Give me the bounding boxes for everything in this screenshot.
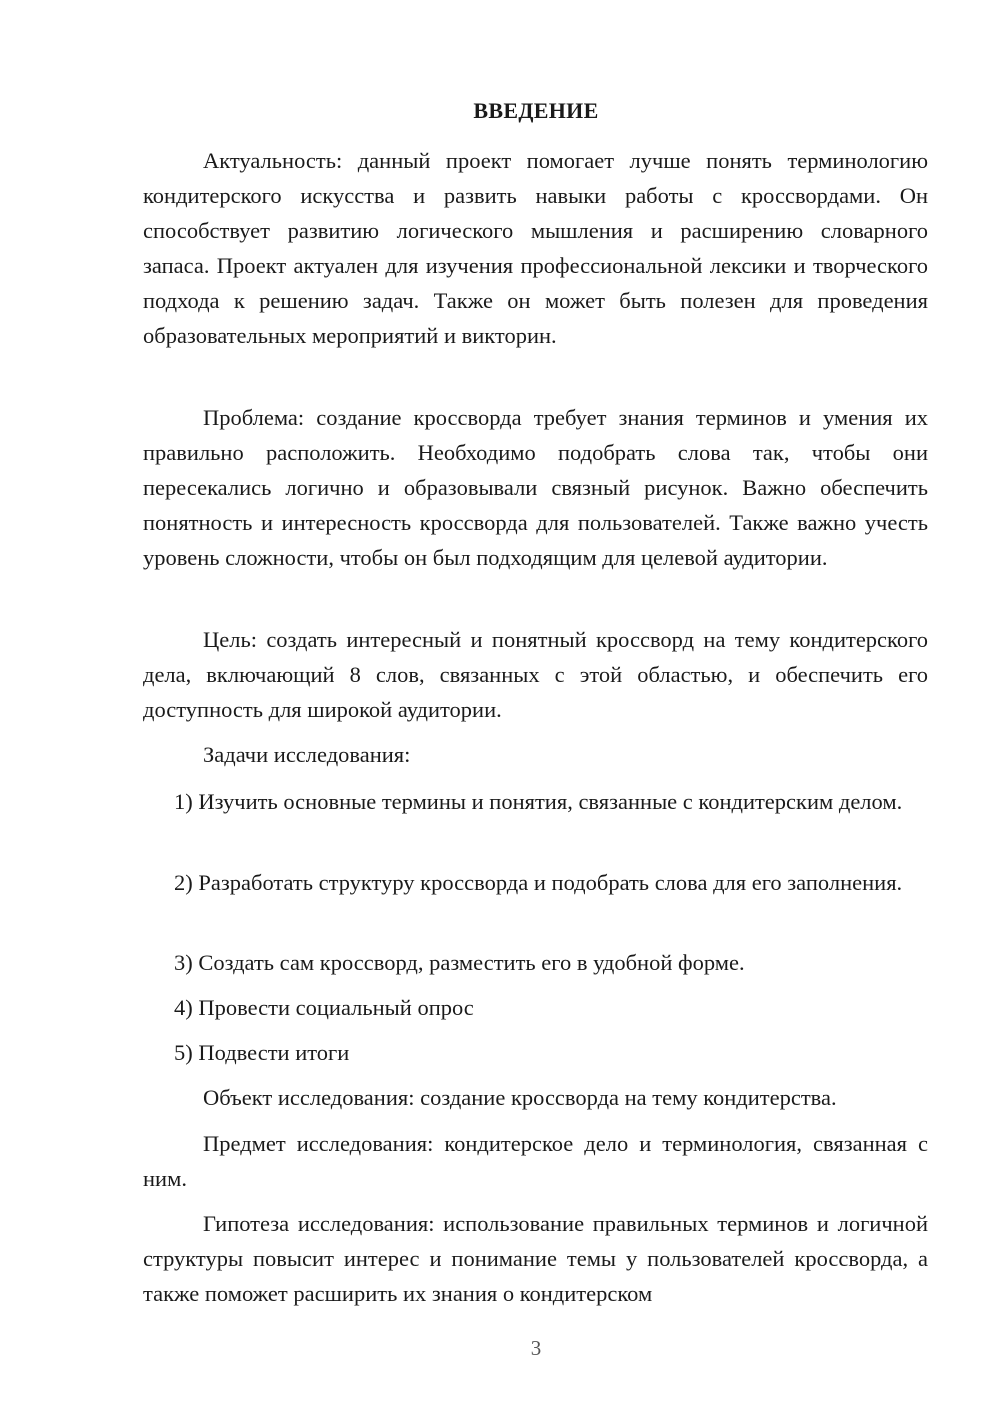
- paragraph-object: Объект исследования: создание кроссворда на тему кондитерства.: [203, 1085, 837, 1110]
- paragraph-subject: Предмет исследования: кондитерское дело и терминология, связанная с ним.: [143, 1131, 928, 1191]
- paragraph-actuality: Актуальность: данный проект помогает лучше понять терминологию кондитерского искусства и развить навыки работы с кроссвордами. Он способствует развитию логического мышления и расширению словарного запаса. Проект актуален для изучения профессиональной лексики и творческого подхода к решению задач. Также он может быть полезен для проведения образовательных мероприятий и викторин.: [143, 148, 928, 348]
- paragraph-goal: Цель: создать интересный и понятный кроссворд на тему кондитерского дела, включающий 8 слов, связанных с этой областью, и обеспечить его доступность для широкой аудитории.: [143, 627, 928, 722]
- paragraph-problem: Проблема: создание кроссворда требует знания терминов и умения их правильно расположить. Необходимо подобрать слова так, чтобы они пересекались логично и образовывали связный рисунок. Важно обеспечить понятность и интересность кроссворда для пользователей. Также важно учесть уровень сложности, чтобы он был подходящим для целевой аудитории.: [143, 405, 928, 570]
- page-title: ВВЕДЕНИЕ: [473, 98, 599, 123]
- task-item-3: 3) Создать сам кроссворд, разместить его в удобной форме.: [174, 950, 745, 975]
- task-item-5: 5) Подвести итоги: [174, 1040, 350, 1065]
- task-item-2: 2) Разработать структуру кроссворда и подобрать слова для его заполнения.: [174, 870, 903, 895]
- page-number: 3: [530, 1336, 542, 1360]
- task-item-1: 1) Изучить основные термины и понятия, связанные с кондитерским делом.: [174, 789, 903, 814]
- paragraph-hypothesis: Гипотеза исследования: использование правильных терминов и логичной структуры повысит интерес и понимание темы у пользователей кроссворда, а также поможет расширить их знания о кондитерском: [143, 1211, 928, 1306]
- tasks-heading: Задачи исследования:: [203, 742, 411, 767]
- task-item-4: 4) Провести социальный опрос: [174, 995, 474, 1020]
